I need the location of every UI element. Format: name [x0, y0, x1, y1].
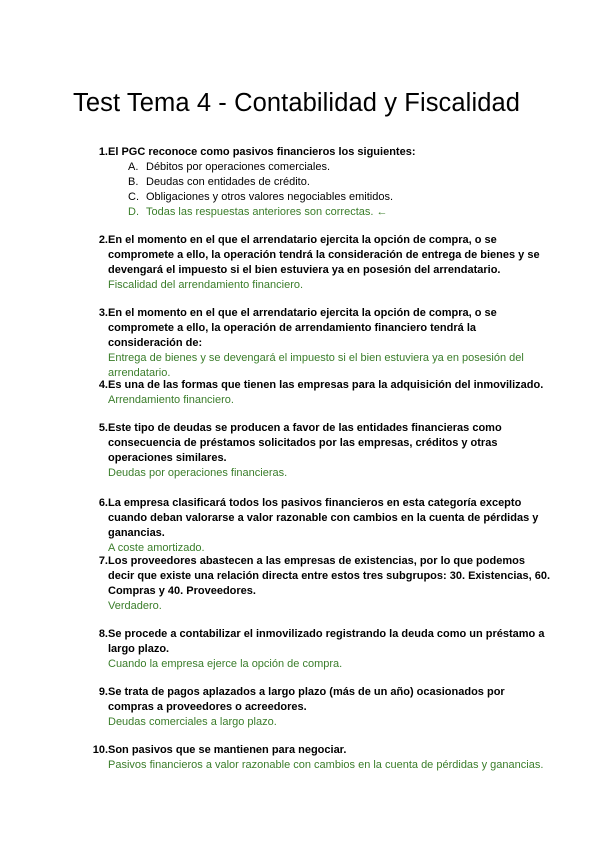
- question-6: [90, 496, 550, 556]
- question-text: El PGC reconoce como pasivos financieros los siguientes:: [108, 146, 416, 158]
- question-text: En el momento en el que el arrendatario ejercita la opción de compra, o se compromete a ello, la operación de arrendamiento financiero tendrá la consideración de:: [108, 307, 497, 349]
- question-number: 9.: [98, 686, 108, 698]
- option-text: Obligaciones y otros valores negociables emitidos.: [146, 191, 394, 203]
- question-number: 4.: [98, 379, 108, 391]
- question-number: 5.: [98, 422, 108, 434]
- question-2: [90, 233, 550, 293]
- answer-text: Entrega de bienes y se devengará el impuesto si el bien estuviera ya en posesión del arrendatario.: [108, 352, 524, 379]
- page-title: Test Tema 4 - Contabilidad y Fiscalidad: [73, 89, 521, 118]
- answer-text: Arrendamiento financiero.: [108, 394, 234, 406]
- option-text: Todas las respuestas anteriores son correctas. ←: [146, 206, 388, 218]
- option-c: [128, 190, 550, 205]
- question-10: [90, 743, 550, 773]
- answer-text: Verdadero.: [108, 600, 162, 612]
- question-1: [90, 145, 550, 220]
- question-8: [90, 627, 550, 672]
- option-b: [128, 175, 550, 190]
- question-number: 1.: [98, 146, 108, 158]
- question-text: Se trata de pagos aplazados a largo plazo (más de un año) ocasionados por compras a proveedores o acreedores.: [108, 686, 505, 713]
- option-letter: B.: [128, 176, 139, 188]
- question-5: [90, 421, 550, 481]
- question-number: 7.: [98, 555, 108, 567]
- answer-text: Pasivos financieros a valor razonable con cambios en la cuenta de pérdidas y ganancias.: [108, 759, 544, 771]
- question-text: La empresa clasificará todos los pasivos financieros en esta categoría excepto cuando deban valorarse a valor razonable con cambios en la cuenta de pérdidas y ganancias.: [108, 497, 539, 539]
- question-text: Es una de las formas que tienen las empresas para la adquisición del inmovilizado.: [108, 379, 544, 391]
- answer-text: Fiscalidad del arrendamiento financiero.: [108, 279, 304, 291]
- question-7: [90, 554, 550, 614]
- answer-text: Deudas comerciales a largo plazo.: [108, 716, 277, 728]
- option-text: Deudas con entidades de crédito.: [146, 176, 310, 188]
- option-letter: A.: [128, 161, 139, 173]
- option-a: [128, 160, 550, 175]
- option-d-correct: [128, 205, 550, 220]
- question-3: [90, 306, 550, 381]
- question-text: Son pasivos que se mantienen para negociar.: [108, 744, 347, 756]
- question-number: 2.: [98, 234, 108, 246]
- question-number: 10.: [92, 744, 108, 756]
- question-text: Este tipo de deudas se producen a favor de las entidades financieras como consecuencia de préstamos solicitados por las empresas, créditos y otras operaciones similares.: [108, 422, 502, 464]
- option-letter: D.: [128, 206, 139, 218]
- question-number: 8.: [98, 628, 108, 640]
- answer-text: A coste amortizado.: [108, 542, 205, 554]
- question-text: Se procede a contabilizar el inmovilizado registrando la deuda como un préstamo a largo plazo.: [108, 628, 545, 655]
- option-text: Débitos por operaciones comerciales.: [146, 161, 331, 173]
- question-9: [90, 685, 550, 730]
- answer-text: Deudas por operaciones financieras.: [108, 467, 288, 479]
- option-list: [128, 160, 550, 220]
- question-number: 6.: [98, 497, 108, 509]
- answer-text: Cuando la empresa ejerce la opción de compra.: [108, 658, 343, 670]
- option-letter: C.: [128, 191, 139, 203]
- question-text: Los proveedores abastecen a las empresas de existencias, por lo que podemos decir que existe una relación directa entre estos tres subgrupos: 30. Existencias, 60. Compras y 40. Proveedores.: [108, 555, 551, 597]
- question-4: [90, 378, 550, 408]
- question-number: 3.: [98, 307, 108, 319]
- question-text: En el momento en el que el arrendatario ejercita la opción de compra, o se compromete a ello, la operación tendrá la consideración de entrega de bienes y se devengará el impuesto si el bien estuviera ya en posesión del arrendatario.: [108, 234, 540, 276]
